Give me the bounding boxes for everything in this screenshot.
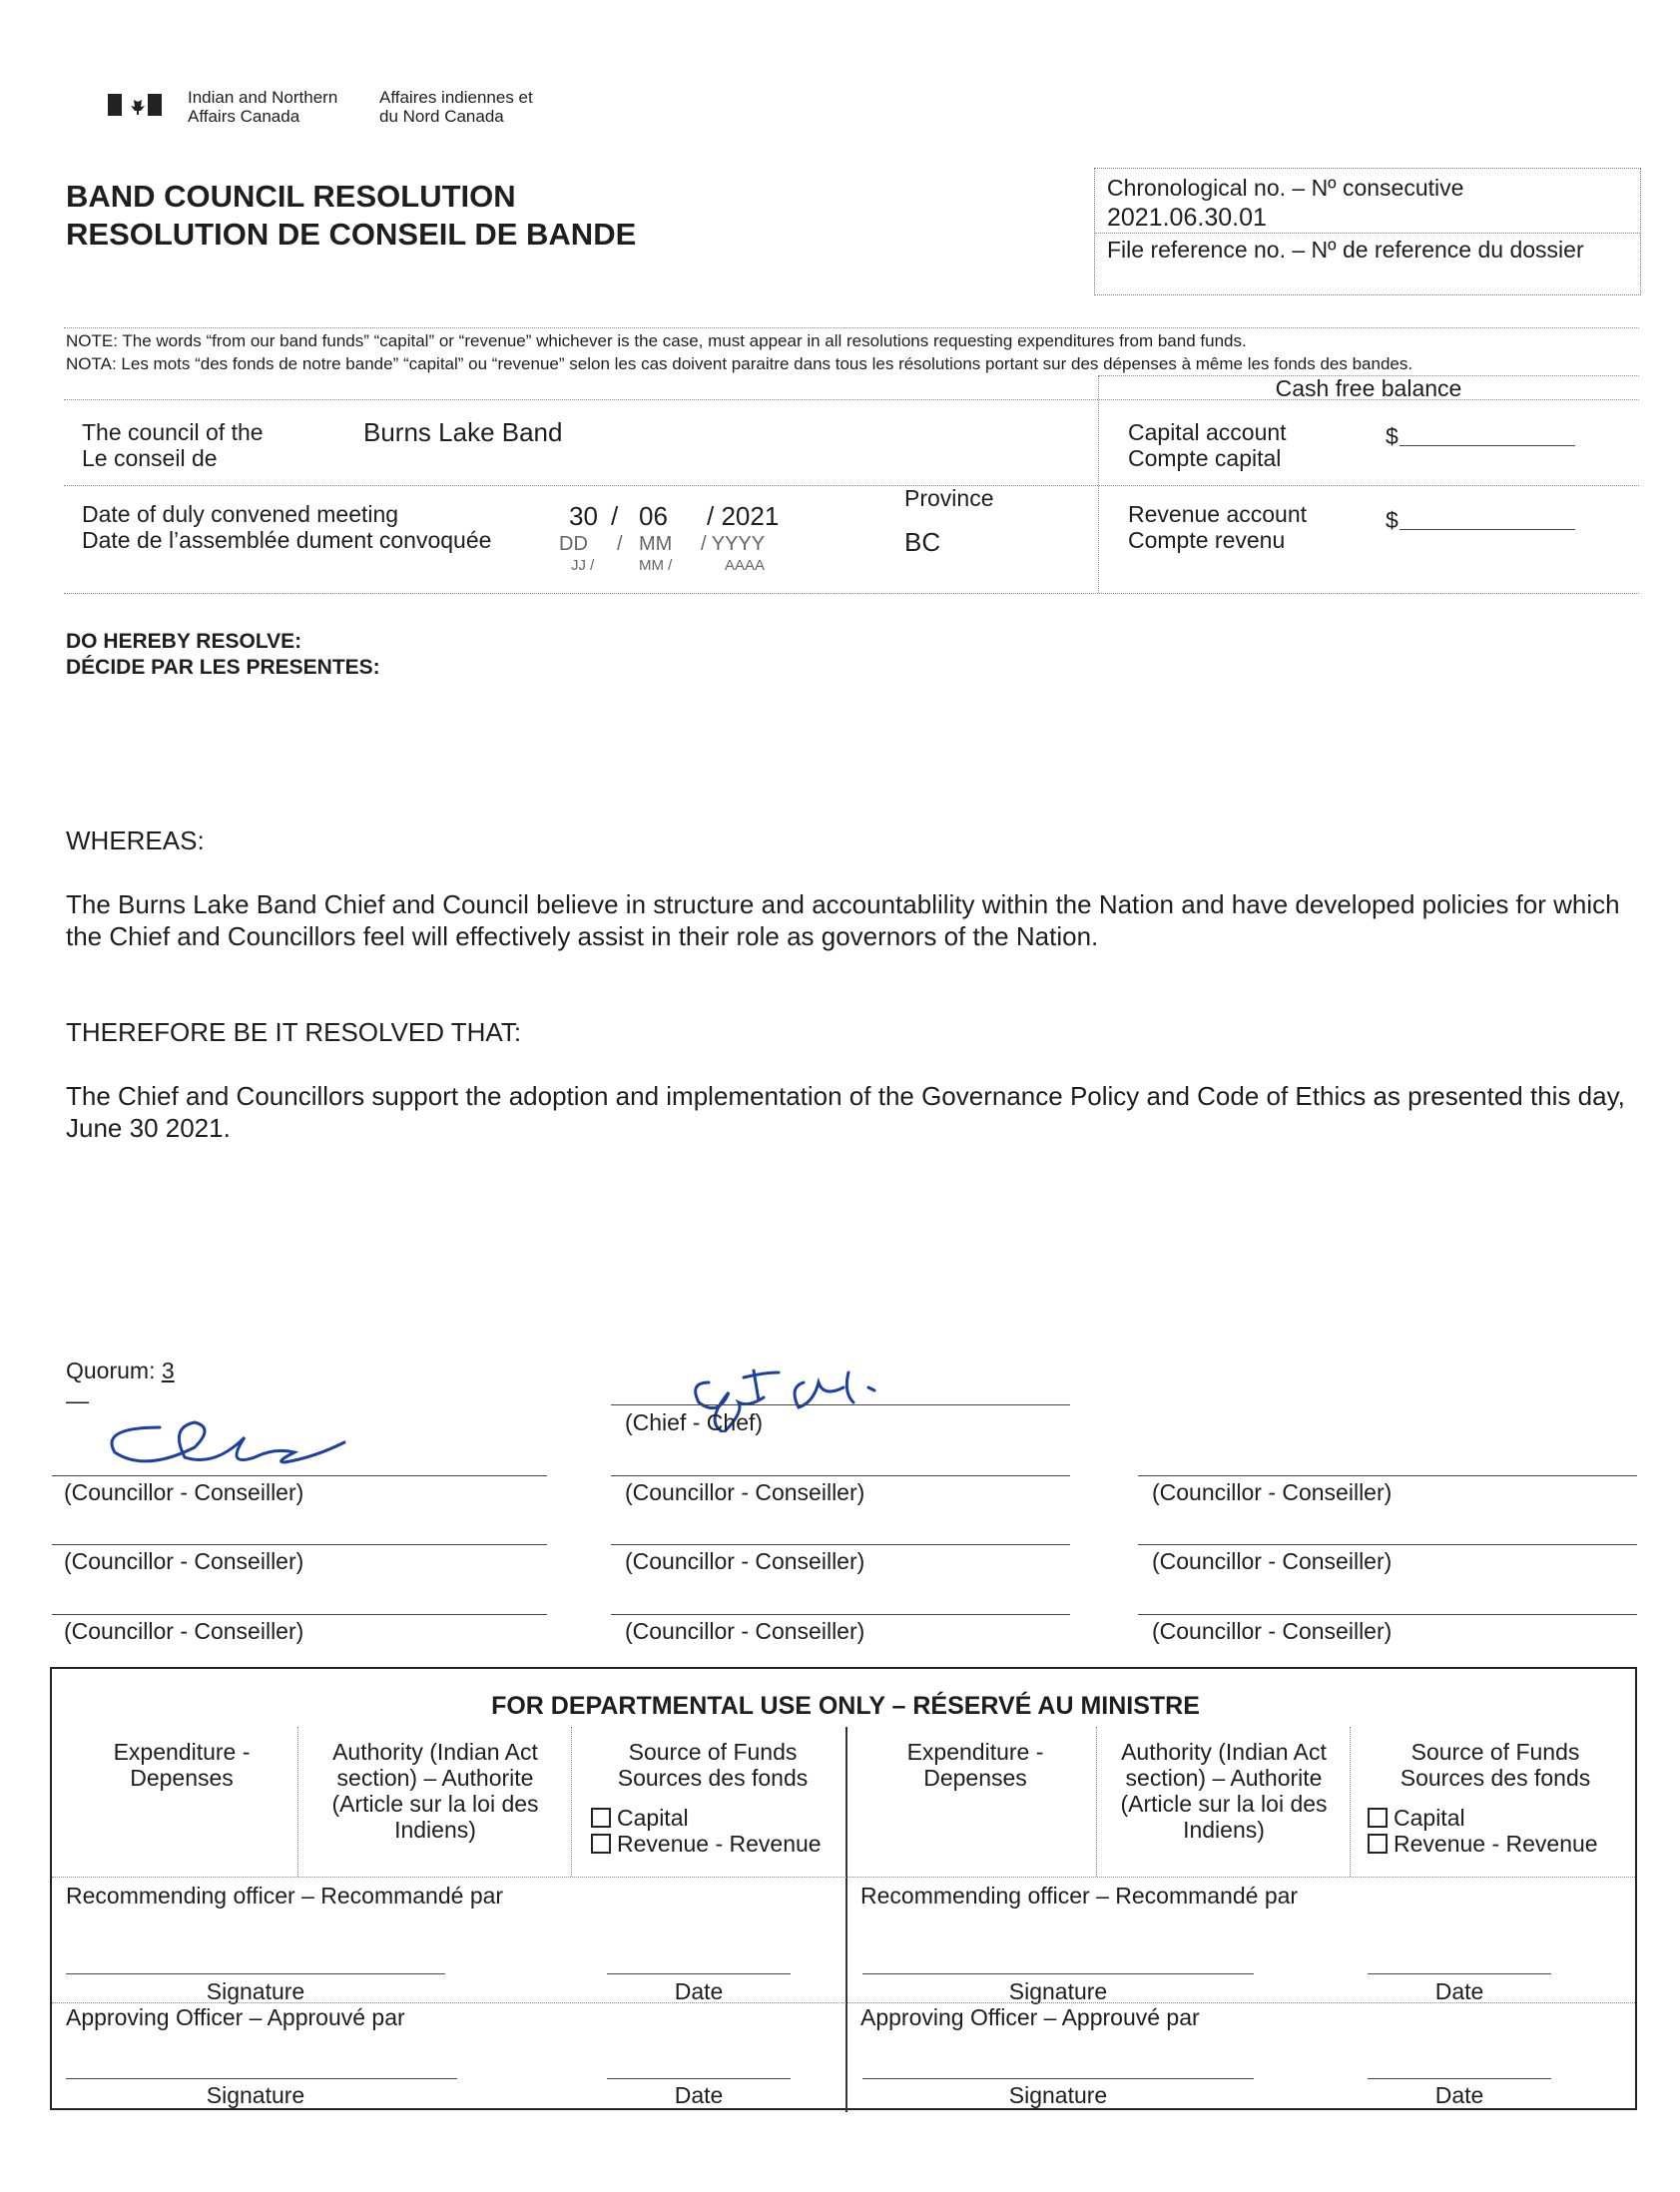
expenditure-header-right: Expenditure - Depenses	[906, 1739, 1044, 1791]
revenue-option-right[interactable]	[1368, 1831, 1598, 1857]
fmt-dd: DD	[559, 533, 588, 555]
council-label-fr: Le conseil de	[82, 445, 218, 471]
recommending-signature-right: Signature	[1008, 1978, 1108, 2004]
councillor-line-5	[611, 1544, 1070, 1545]
meeting-year: / 2021	[707, 501, 780, 531]
cash-balance-title: Cash free balance	[1275, 375, 1462, 401]
capital-option-right[interactable]	[1368, 1805, 1465, 1831]
departmental-title: FOR DEPARTMENTAL USE ONLY – RÉSERVÉ AU MINISTRE	[491, 1692, 1200, 1720]
recommending-signature-left: Signature	[206, 1978, 305, 2004]
authority-header-right: Authority (Indian Act section) – Authorite (Article sur la loi des Indiens)	[1120, 1739, 1328, 1843]
note-en: NOTE: The words “from our band funds” “capital” or “revenue” whichever is the case, must appear in all resolutions requesting expenditures from band funds.	[66, 331, 1247, 350]
whereas-heading: WHEREAS:	[66, 825, 205, 855]
councillor-signature	[100, 1407, 379, 1477]
quorum	[66, 1358, 175, 1383]
councillor-line-8	[611, 1614, 1070, 1615]
title-en: BAND COUNCIL RESOLUTION	[66, 179, 516, 214]
canada-flag-icon	[108, 92, 178, 118]
meeting-date-label	[82, 501, 491, 553]
capital-en: Capital account	[1128, 419, 1287, 445]
recommending-label-left: Recommending officer – Recommandé par	[66, 1883, 504, 1909]
departmental-box	[50, 1667, 1637, 2110]
title-fr: RESOLUTION DE CONSEIL DE BANDE	[66, 217, 637, 252]
capital-option-label-left: Capital	[617, 1805, 689, 1831]
source-en-left: Source of Funds	[628, 1739, 798, 1765]
approving-signature-right: Signature	[1008, 2082, 1108, 2108]
chief-label: (Chief - Chef)	[625, 1409, 764, 1435]
councillor-line-6	[1138, 1544, 1637, 1545]
whereas-paragraph: The Burns Lake Band Chief and Council believe in structure and accountablility within the Nation and have developed policies for which the Chief and Councillors feel will effectively assist in their role as governors of the Nation.	[66, 889, 1620, 951]
council-label	[82, 419, 264, 471]
recommending-signature-line-left[interactable]	[66, 1973, 445, 1974]
fmt-sep: /	[617, 533, 623, 555]
revenue-option-label-right: Revenue - Revenue	[1394, 1831, 1598, 1857]
council-label-en: The council of the	[82, 419, 264, 445]
councillor-label-8: (Councillor - Conseiller)	[625, 1618, 865, 1644]
revenue-amount-field[interactable]	[1400, 529, 1575, 530]
chief-signature-line	[611, 1404, 1070, 1405]
province-label: Province	[904, 485, 994, 511]
revenue-checkbox-left[interactable]	[591, 1834, 611, 1854]
councillor-label-4: (Councillor - Conseiller)	[64, 1548, 304, 1574]
meeting-label-en: Date of duly convened meeting	[82, 501, 399, 527]
councillor-label-5: (Councillor - Conseiller)	[625, 1548, 865, 1574]
councillor-line-7	[52, 1614, 547, 1615]
recommending-date-left: Date	[674, 1978, 724, 2004]
capital-checkbox-right[interactable]	[1368, 1808, 1388, 1828]
councillor-label-9: (Councillor - Conseiller)	[1152, 1618, 1393, 1644]
meeting-day: 30	[569, 501, 598, 531]
fmt-mm: MM	[639, 533, 673, 555]
approving-signature-line-left[interactable]	[66, 2078, 457, 2079]
revenue-en: Revenue account	[1128, 501, 1308, 527]
revenue-option-left[interactable]	[591, 1831, 822, 1857]
councillor-label-2: (Councillor - Conseiller)	[625, 1479, 865, 1505]
authority-header-left: Authority (Indian Act section) – Authorite (Article sur la loi des Indiens)	[331, 1739, 539, 1843]
fmt-aaaa: AAAA	[725, 557, 766, 574]
page-title	[66, 178, 636, 254]
capital-dollar: $	[1386, 423, 1399, 449]
file-reference-label: File reference no. – Nº de reference du dossier	[1107, 237, 1584, 263]
capital-option-left[interactable]	[591, 1805, 689, 1831]
councillor-line-9	[1138, 1614, 1637, 1615]
councillor-line-1	[52, 1475, 547, 1476]
revenue-checkbox-right[interactable]	[1368, 1834, 1388, 1854]
capital-account-label	[1128, 419, 1287, 471]
councillor-label-6: (Councillor - Conseiller)	[1152, 1548, 1393, 1574]
fmt-jj: JJ /	[571, 557, 595, 574]
province-value: BC	[904, 527, 941, 557]
councillor-line-2	[611, 1475, 1070, 1476]
recommending-label-right: Recommending officer – Recommandé par	[860, 1883, 1299, 1909]
revenue-dollar: $	[1386, 507, 1399, 533]
approving-signature-line-right[interactable]	[862, 2078, 1254, 2079]
source-fr-right: Sources des fonds	[1400, 1765, 1591, 1791]
agency-fr-line1: Affaires indiennes et	[379, 88, 533, 107]
councillor-line-4	[52, 1544, 547, 1545]
councillor-line-3	[1138, 1475, 1637, 1476]
capital-option-label-right: Capital	[1394, 1805, 1465, 1831]
quorum-dash: —	[66, 1387, 89, 1413]
resolution-paragraph: The Chief and Councillors support the adoption and implementation of the Governance Policy and Code of Ethics as presented this day, June 30 2021.	[66, 1081, 1625, 1143]
revenue-account-label	[1128, 501, 1307, 553]
councillor-label-7: (Councillor - Conseiller)	[64, 1618, 304, 1644]
approving-date-right: Date	[1434, 2082, 1484, 2108]
councillor-label-3: (Councillor - Conseiller)	[1152, 1479, 1393, 1505]
agency-name-en	[188, 88, 337, 126]
government-logo	[108, 92, 178, 118]
fmt-mm-fr: MM /	[639, 557, 673, 574]
revenue-fr: Compte revenu	[1128, 527, 1286, 553]
quorum-value: 3	[161, 1358, 175, 1383]
source-header-right	[1356, 1739, 1635, 1791]
agency-fr-line2: du Nord Canada	[379, 107, 504, 126]
recommending-date-right: Date	[1434, 1978, 1484, 2004]
resolve-fr: DÉCIDE PAR LES PRESENTES:	[66, 656, 380, 679]
chronological-label: Chronological no. – Nº consecutive	[1107, 175, 1464, 201]
source-header-left	[581, 1739, 844, 1791]
capital-amount-field[interactable]	[1400, 445, 1575, 446]
recommending-date-line-right[interactable]	[1368, 1973, 1551, 1974]
approving-label-left: Approving Officer – Approuvé par	[66, 2004, 405, 2030]
agency-en-line1: Indian and Northern	[188, 88, 338, 107]
approving-date-left: Date	[674, 2082, 724, 2108]
capital-fr: Compte capital	[1128, 445, 1282, 471]
quorum-label: Quorum:	[66, 1358, 156, 1383]
approving-date-line-right[interactable]	[1368, 2078, 1551, 2079]
agency-name-fr	[379, 88, 533, 126]
approving-label-right: Approving Officer – Approuvé par	[860, 2004, 1200, 2030]
approving-signature-left: Signature	[206, 2082, 305, 2108]
revenue-option-label-left: Revenue - Revenue	[617, 1831, 822, 1857]
note-fr: NOTA: Les mots “des fonds de notre bande” “capital” ou “revenue” selon les cas doivent paraitre dans tous les résolutions portant sur des dépenses à même les fonds des bandes.	[66, 354, 1413, 373]
reference-box	[1094, 168, 1641, 295]
agency-en-line2: Affairs Canada	[188, 107, 300, 126]
councillor-label-1: (Councillor - Conseiller)	[64, 1479, 304, 1505]
source-fr-left: Sources des fonds	[617, 1765, 809, 1791]
source-en-right: Source of Funds	[1410, 1739, 1580, 1765]
meeting-label-fr: Date de l’assemblée dument convoquée	[82, 527, 492, 553]
council-name: Burns Lake Band	[363, 417, 563, 447]
recommending-signature-line-right[interactable]	[862, 1973, 1254, 1974]
resolve-en: DO HEREBY RESOLVE:	[66, 630, 302, 653]
chronological-number: 2021.06.30.01	[1107, 204, 1267, 232]
capital-checkbox-left[interactable]	[591, 1808, 611, 1828]
meeting-sep: /	[611, 501, 619, 531]
meeting-month: 06	[639, 501, 668, 531]
expenditure-header-left: Expenditure - Depenses	[113, 1739, 251, 1791]
recommending-date-line-left[interactable]	[607, 1973, 791, 1974]
resolve-heading	[66, 629, 380, 681]
approving-date-line-left[interactable]	[607, 2078, 791, 2079]
fmt-yyyy: / YYYY	[701, 533, 766, 555]
therefore-heading: THEREFORE BE IT RESOLVED THAT:	[66, 1017, 522, 1047]
